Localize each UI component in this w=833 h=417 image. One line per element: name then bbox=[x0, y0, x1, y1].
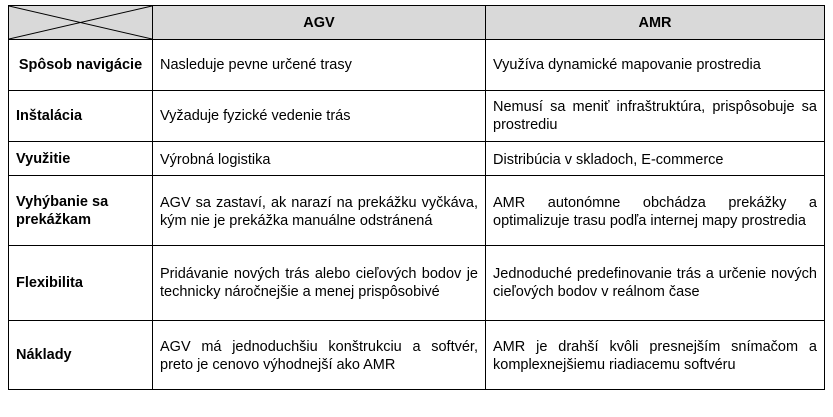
amr-cell: Nemusí sa meniť infraštruktúra, prispôsobuje sa prostrediu bbox=[486, 91, 825, 142]
table-row bbox=[9, 40, 825, 91]
amr-cell: Distribúcia v skladoch, E-commerce bbox=[486, 142, 825, 176]
row-label: Spôsob navigácie bbox=[9, 40, 153, 91]
table-row bbox=[9, 246, 825, 321]
agv-cell: Pridávanie nových trás alebo cieľových bodov je technicky náročnejšie a menej prispôsobivé bbox=[153, 246, 486, 321]
amr-cell: Využíva dynamické mapovanie prostredia bbox=[486, 40, 825, 91]
agv-cell: AGV má jednoduchšiu konštrukciu a softvér, preto je cenovo výhodnejší ako AMR bbox=[153, 321, 486, 390]
corner-cell bbox=[9, 6, 153, 40]
agv-cell: Vyžaduje fyzické vedenie trás bbox=[153, 91, 486, 142]
header-row bbox=[9, 6, 825, 40]
table-row bbox=[9, 176, 825, 246]
row-label: Vyhýbanie sa prekážkam bbox=[9, 176, 153, 246]
table-row bbox=[9, 321, 825, 390]
table-row bbox=[9, 142, 825, 176]
amr-cell: Jednoduché predefinovanie trás a určenie nových cieľových bodov v reálnom čase bbox=[486, 246, 825, 321]
table-row bbox=[9, 91, 825, 142]
agv-cell: Výrobná logistika bbox=[153, 142, 486, 176]
header-agv: AGV bbox=[153, 6, 486, 40]
amr-cell: AMR autonómne obchádza prekážky a optimalizuje trasu podľa internej mapy prostredia bbox=[486, 176, 825, 246]
row-label: Inštalácia bbox=[9, 91, 153, 142]
row-label: Využitie bbox=[9, 142, 153, 176]
row-label: Náklady bbox=[9, 321, 153, 390]
diagonal-lines-icon bbox=[9, 6, 152, 39]
agv-cell: AGV sa zastaví, ak narazí na prekážku vyčkáva, kým nie je prekážka manuálne odstránená bbox=[153, 176, 486, 246]
comparison-table bbox=[8, 5, 825, 390]
row-label: Flexibilita bbox=[9, 246, 153, 321]
amr-cell: AMR je drahší kvôli presnejším snímačom a komplexnejšiemu riadiacemu softvéru bbox=[486, 321, 825, 390]
header-amr: AMR bbox=[486, 6, 825, 40]
agv-cell: Nasleduje pevne určené trasy bbox=[153, 40, 486, 91]
